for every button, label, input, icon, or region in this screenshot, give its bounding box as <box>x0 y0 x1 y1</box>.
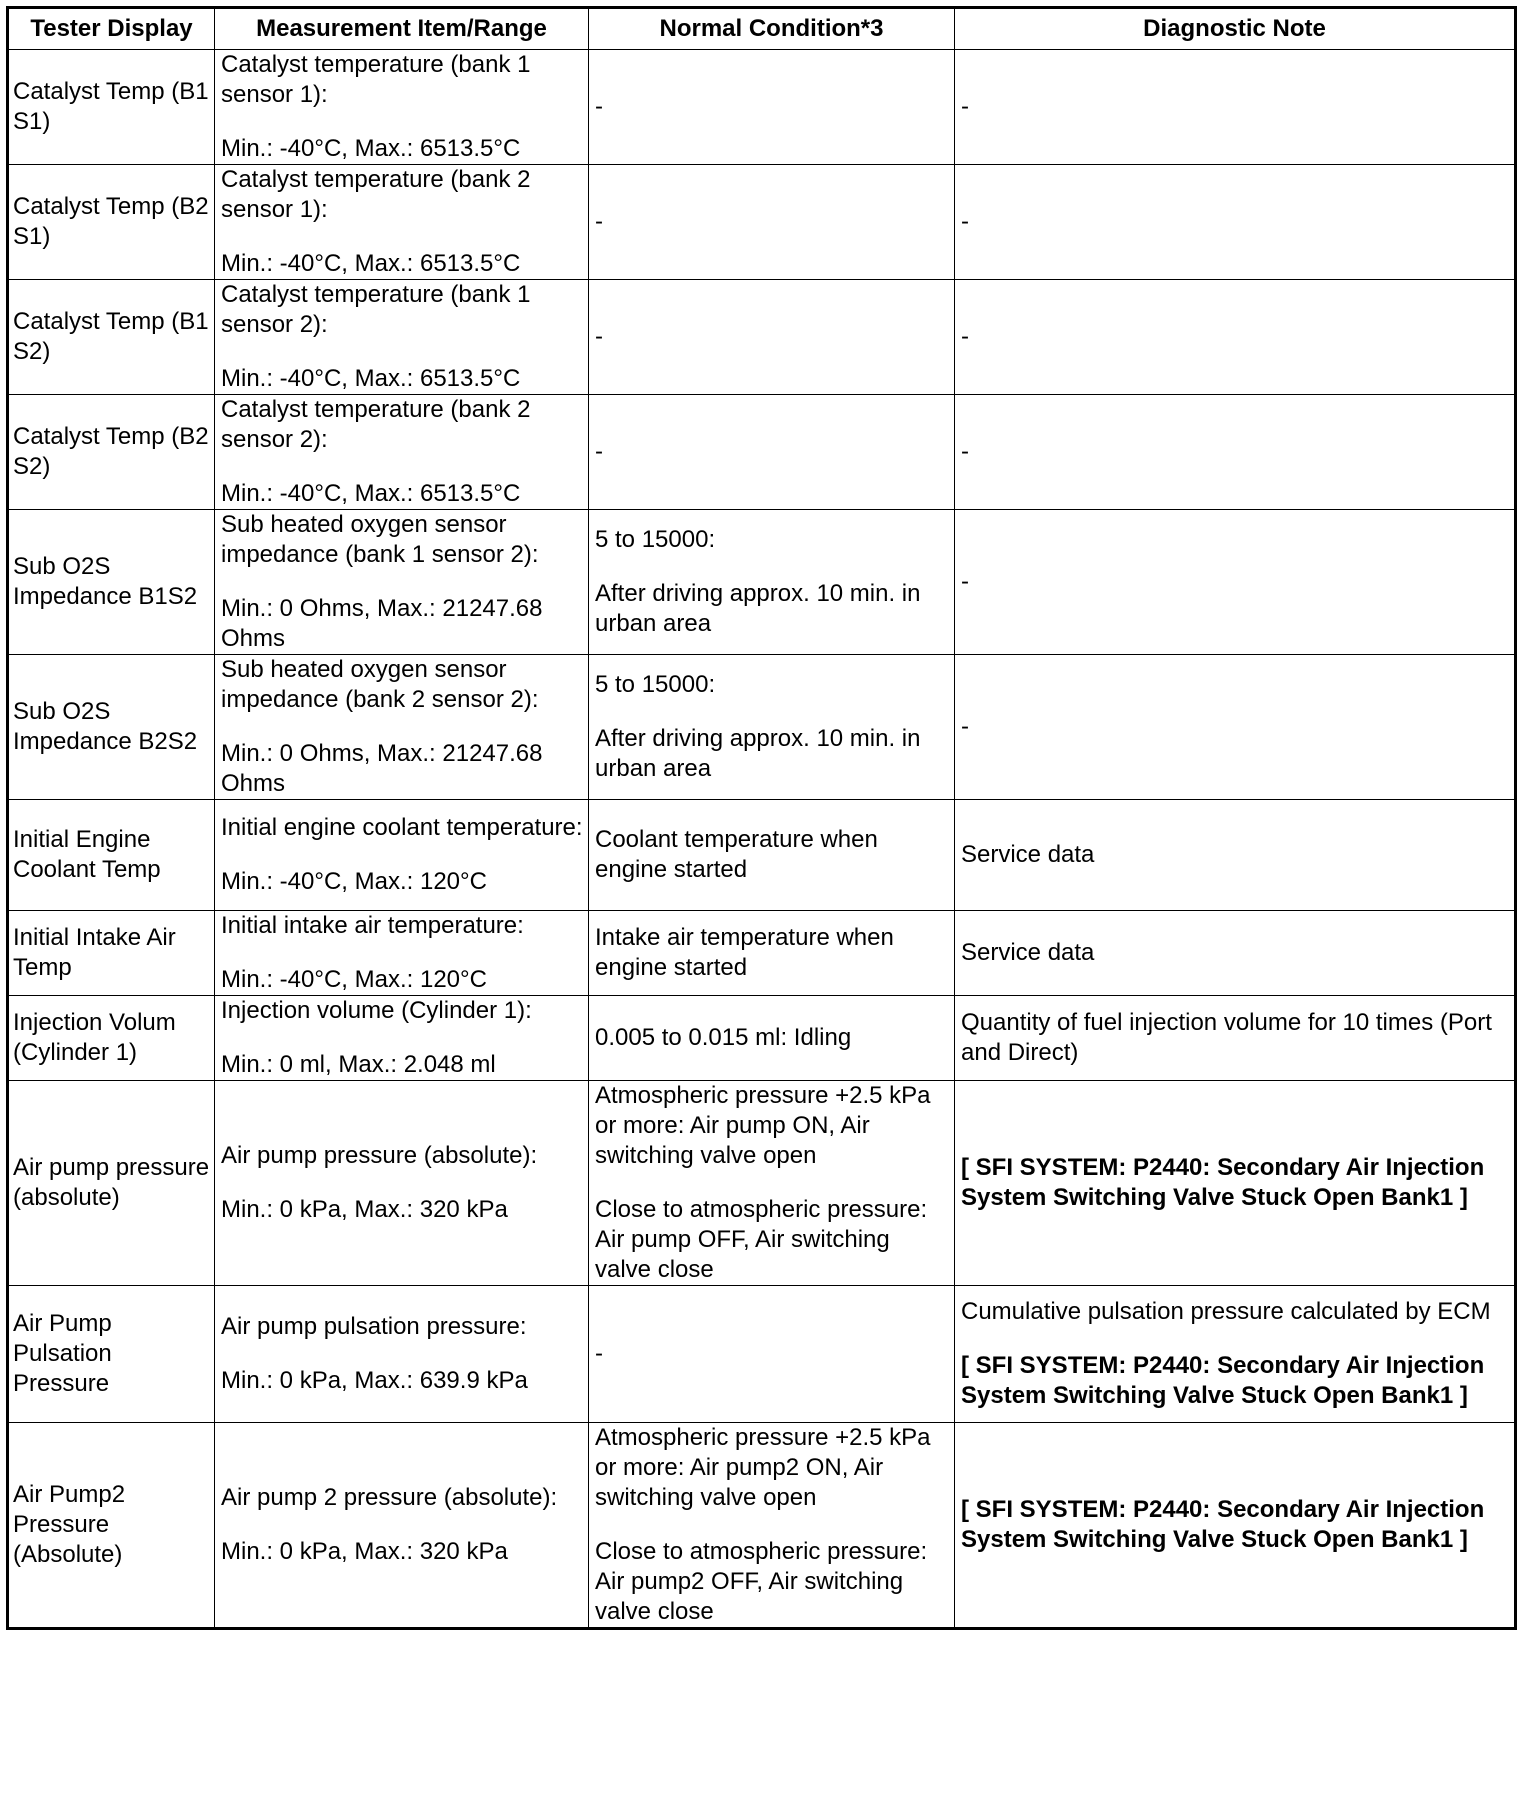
header-normal-condition: Normal Condition*3 <box>589 8 955 50</box>
diagnostic-link[interactable]: [ SFI SYSTEM: P2440: Secondary Air Injection System Switching Valve Stuck Open Bank1 ] <box>961 1154 1485 1211</box>
table-row <box>8 911 1516 996</box>
header-tester-display: Tester Display <box>8 8 215 50</box>
measurement-cell: Sub heated oxygen sensor impedance (bank 1 sensor 2): Min.: 0 Ohms, Max.: 21247.68 Ohms <box>215 510 589 655</box>
measurement-cell: Initial engine coolant temperature: Min.: -40°C, Max.: 120°C <box>215 800 589 911</box>
table-row <box>8 395 1516 510</box>
tester-display-cell: Air Pump Pulsation Pressure <box>8 1286 215 1423</box>
diagnostic-note-cell: Cumulative pulsation pressure calculated by ECM [ SFI SYSTEM: P2440: Secondary Air Injection System Switching Valve Stuck Open Bank1 ] <box>955 1286 1516 1423</box>
tester-display-cell: Initial Engine Coolant Temp <box>8 800 215 911</box>
table-row <box>8 996 1516 1081</box>
normal-condition-cell: Atmospheric pressure +2.5 kPa or more: Air pump ON, Air switching valve open Close to atmospheric pressure: Air pump OFF, Air switching valve close <box>589 1081 955 1286</box>
normal-condition-cell: - <box>589 1286 955 1423</box>
diagnostic-link[interactable]: [ SFI SYSTEM: P2440: Secondary Air Injection System Switching Valve Stuck Open Bank1 ] <box>961 1496 1485 1553</box>
measurement-cell: Catalyst temperature (bank 2 sensor 2): Min.: -40°C, Max.: 6513.5°C <box>215 395 589 510</box>
table-row <box>8 800 1516 911</box>
diagnostic-note-cell: - <box>955 165 1516 280</box>
tester-display-cell: Sub O2S Impedance B1S2 <box>8 510 215 655</box>
measurement-cell: Sub heated oxygen sensor impedance (bank 2 sensor 2): Min.: 0 Ohms, Max.: 21247.68 Ohms <box>215 655 589 800</box>
measurement-cell: Air pump 2 pressure (absolute): Min.: 0 kPa, Max.: 320 kPa <box>215 1423 589 1629</box>
header-measurement-item: Measurement Item/Range <box>215 8 589 50</box>
measurement-cell: Catalyst temperature (bank 1 sensor 1): Min.: -40°C, Max.: 6513.5°C <box>215 50 589 165</box>
tester-display-cell: Catalyst Temp (B1 S1) <box>8 50 215 165</box>
table-row <box>8 1286 1516 1423</box>
tester-display-cell: Air Pump2 Pressure (Absolute) <box>8 1423 215 1629</box>
diagnostic-note-cell <box>955 1081 1516 1286</box>
diagnostic-note-cell: - <box>955 655 1516 800</box>
measurement-cell: Catalyst temperature (bank 2 sensor 1): Min.: -40°C, Max.: 6513.5°C <box>215 165 589 280</box>
normal-condition-cell: Intake air temperature when engine started <box>589 911 955 996</box>
normal-condition-cell: - <box>589 165 955 280</box>
data-table-sheet <box>6 6 1514 1630</box>
data-list-table <box>6 6 1517 1630</box>
normal-condition-cell: 5 to 15000: After driving approx. 10 min. in urban area <box>589 510 955 655</box>
table-row <box>8 165 1516 280</box>
diagnostic-note-cell: Service data <box>955 911 1516 996</box>
table-row <box>8 510 1516 655</box>
measurement-cell: Injection volume (Cylinder 1): Min.: 0 ml, Max.: 2.048 ml <box>215 996 589 1081</box>
diagnostic-note-cell: Quantity of fuel injection volume for 10 times (Port and Direct) <box>955 996 1516 1081</box>
table-row <box>8 655 1516 800</box>
diagnostic-note-cell: - <box>955 395 1516 510</box>
tester-display-cell: Air pump pressure (absolute) <box>8 1081 215 1286</box>
diagnostic-note-cell <box>955 1423 1516 1629</box>
normal-condition-cell: - <box>589 280 955 395</box>
normal-condition-cell: 0.005 to 0.015 ml: Idling <box>589 996 955 1081</box>
normal-condition-cell: - <box>589 395 955 510</box>
normal-condition-cell: 5 to 15000: After driving approx. 10 min. in urban area <box>589 655 955 800</box>
table-row <box>8 280 1516 395</box>
header-diagnostic-note: Diagnostic Note <box>955 8 1516 50</box>
tester-display-cell: Initial Intake Air Temp <box>8 911 215 996</box>
tester-display-cell: Catalyst Temp (B1 S2) <box>8 280 215 395</box>
diagnostic-note-cell: - <box>955 280 1516 395</box>
normal-condition-cell: Coolant temperature when engine started <box>589 800 955 911</box>
measurement-cell: Air pump pulsation pressure: Min.: 0 kPa, Max.: 639.9 kPa <box>215 1286 589 1423</box>
measurement-cell: Air pump pressure (absolute): Min.: 0 kPa, Max.: 320 kPa <box>215 1081 589 1286</box>
table-row <box>8 1423 1516 1629</box>
table-row <box>8 1081 1516 1286</box>
diagnostic-note-cell: - <box>955 50 1516 165</box>
diagnostic-note-cell: Service data <box>955 800 1516 911</box>
measurement-cell: Catalyst temperature (bank 1 sensor 2): Min.: -40°C, Max.: 6513.5°C <box>215 280 589 395</box>
header-row <box>8 8 1516 50</box>
tester-display-cell: Injection Volum (Cylinder 1) <box>8 996 215 1081</box>
tester-display-cell: Catalyst Temp (B2 S2) <box>8 395 215 510</box>
tester-display-cell: Catalyst Temp (B2 S1) <box>8 165 215 280</box>
diagnostic-link[interactable]: [ SFI SYSTEM: P2440: Secondary Air Injection System Switching Valve Stuck Open Bank1 ] <box>961 1352 1485 1409</box>
measurement-cell: Initial intake air temperature: Min.: -40°C, Max.: 120°C <box>215 911 589 996</box>
table-row <box>8 50 1516 165</box>
normal-condition-cell: Atmospheric pressure +2.5 kPa or more: Air pump2 ON, Air switching valve open Close to atmospheric pressure: Air pump2 OFF, Air switching valve close <box>589 1423 955 1629</box>
tester-display-cell: Sub O2S Impedance B2S2 <box>8 655 215 800</box>
normal-condition-cell: - <box>589 50 955 165</box>
diagnostic-note-cell: - <box>955 510 1516 655</box>
